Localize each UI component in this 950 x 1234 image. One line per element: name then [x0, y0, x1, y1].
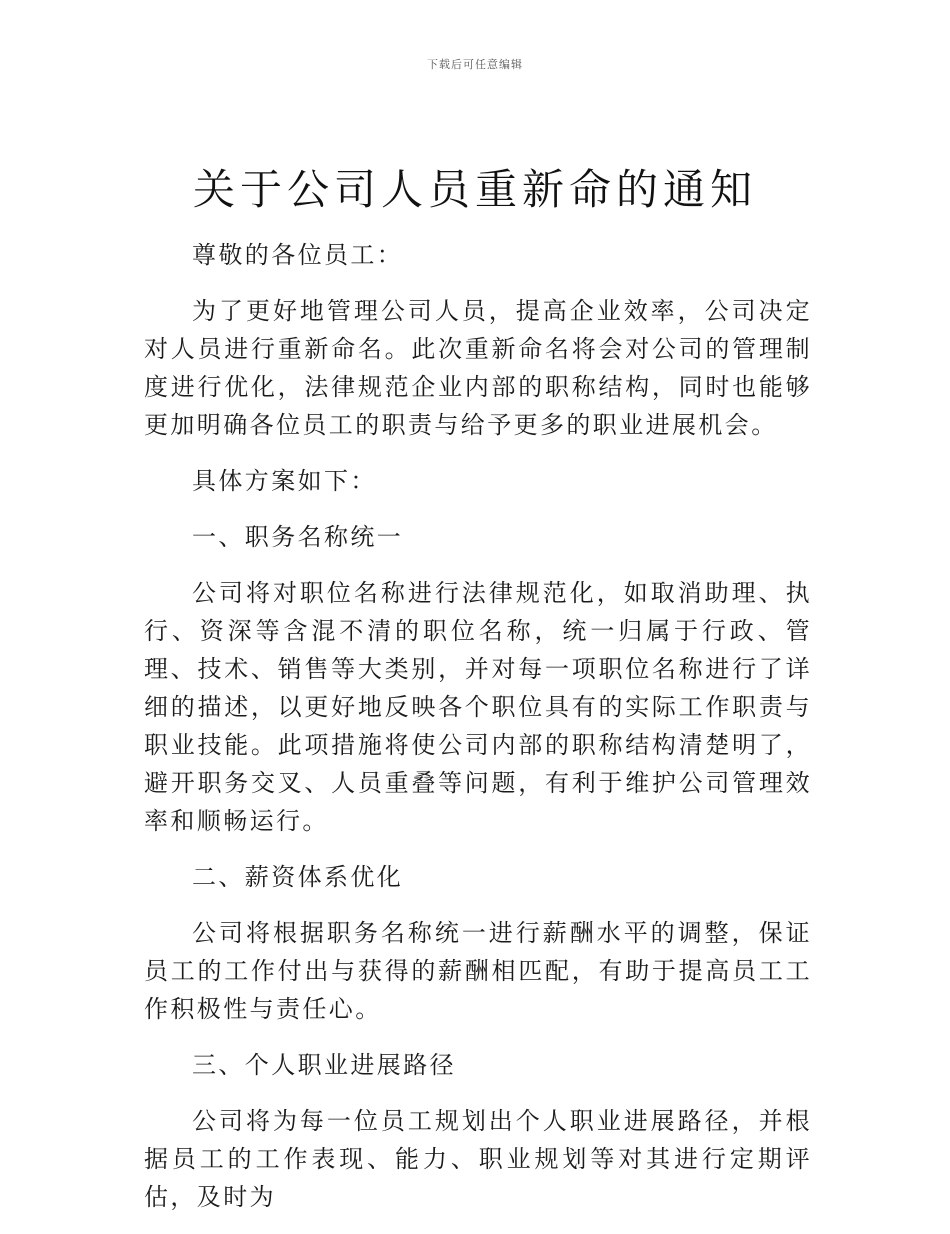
- salutation: 尊敬的各位员工：: [192, 241, 404, 269]
- header-note: 下载后可任意编辑: [427, 58, 523, 71]
- section-paragraph-3: 公司将为每一位员工规划出个人职业进展路径，并根据员工的工作表现、能力、职业规划等对其进行定期评估，及时为: [144, 1107, 812, 1211]
- section-heading-2: 二、薪资体系优化: [192, 863, 404, 891]
- section-heading-3: 三、个人职业进展路径: [192, 1051, 456, 1079]
- document-title: 关于公司人员重新命的通知: [192, 165, 757, 214]
- section-heading-1: 一、职务名称统一: [192, 523, 404, 551]
- section-paragraph-1: 公司将对职位名称进行法律规范化，如取消助理、执行、资深等含混不清的职位名称，统一归属于行政、管理、技术、销售等大类别，并对每一项职位名称进行了详细的描述，以更好地反映各个职位具有的实际工作职责与职业技能。此项措施将使公司内部的职称结构清楚明了，避开职务交叉、人员重叠等问题，有利于维护公司管理效率和顺畅运行。: [144, 579, 812, 835]
- document-body: [144, 236, 812, 1234]
- section-paragraph-2: 公司将根据职务名称统一进行薪酬水平的调整，保证员工的工作付出与获得的薪酬相匹配，有助于提高员工工作积极性与责任心。: [144, 919, 812, 1023]
- intro-paragraph: 为了更好地管理公司人员，提高企业效率，公司决定对人员进行重新命名。此次重新命名将会对公司的管理制度进行优化，法律规范企业内部的职称结构，同时也能够更加明确各位员工的职责与给予更多的职业进展机会。: [144, 297, 812, 439]
- plan-heading: 具体方案如下：: [192, 467, 377, 495]
